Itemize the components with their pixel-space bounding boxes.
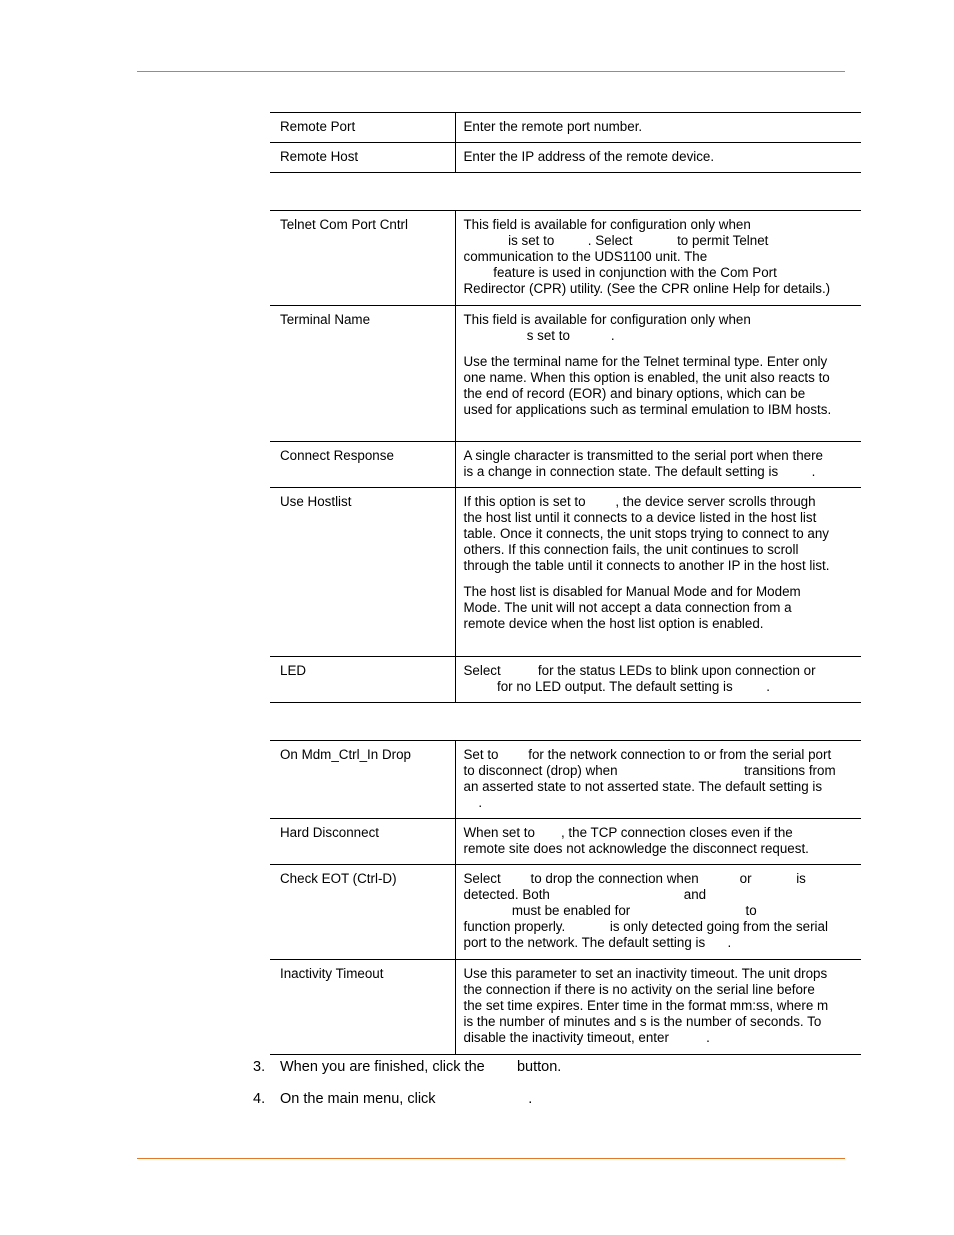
parameter-description-cell — [455, 211, 861, 306]
description-line: feature is used in conjunction with the Com Port — [463, 265, 777, 280]
parameter-name-cell — [270, 442, 455, 488]
parameter-name: On Mdm_Ctrl_In Drop — [280, 747, 411, 762]
remote-settings-table — [270, 112, 861, 173]
parameter-name: Hard Disconnect — [280, 825, 379, 840]
description-line: Mode. The unit will not accept a data connection from a — [463, 600, 792, 615]
parameter-description-cell — [455, 113, 861, 143]
description-line — [464, 344, 854, 354]
parameter-name-cell — [270, 306, 455, 442]
description-line: the connection if there is no activity on the serial line before — [463, 982, 815, 997]
description-line: is a change in connection state. The default setting is . — [463, 464, 816, 479]
description-line: table. Once it connects, the unit stops trying to connect to any — [463, 526, 829, 541]
description-line — [464, 574, 854, 584]
table-row — [270, 442, 861, 488]
parameter-name: Remote Host — [280, 149, 359, 164]
parameter-name-cell — [270, 488, 455, 657]
description-line: Enter the IP address of the remote device. — [463, 149, 715, 164]
disconnect-settings-table — [270, 740, 861, 1055]
description-line: the host list until it connects to a device listed in the host list — [463, 510, 817, 525]
parameter-name: Check EOT (Ctrl-D) — [280, 871, 397, 886]
description-line: an asserted state to not asserted state. The default setting is — [463, 779, 823, 794]
description-line: communication to the UDS1100 unit. The — [463, 249, 708, 264]
table-row — [270, 113, 861, 143]
description-line: This field is available for configuration only when — [463, 312, 751, 327]
description-line: Set to for the network connection to or from the serial port — [463, 747, 832, 762]
footer-rule — [137, 1158, 845, 1159]
description-line: function properly. is only detected going from the serial — [463, 919, 828, 934]
parameter-name-cell — [270, 143, 455, 173]
description-line: through the table until it connects to another IP in the host list. — [463, 558, 830, 573]
table-row — [270, 657, 861, 703]
parameter-name: LED — [280, 663, 307, 678]
description-line: detected. Both and — [463, 887, 707, 902]
table-row — [270, 143, 861, 173]
description-line: others. If this connection fails, the unit continues to scroll — [463, 542, 799, 557]
description-line: to disconnect (drop) when transitions from — [463, 763, 836, 778]
description-line: Use this parameter to set an inactivity timeout. The unit drops — [463, 966, 828, 981]
parameter-name: Use Hostlist — [280, 494, 352, 509]
description-line: When set to , the TCP connection closes even if the — [463, 825, 793, 840]
parameter-name-cell — [270, 865, 455, 960]
description-line: must be enabled for to — [463, 903, 757, 918]
parameter-name: Connect Response — [280, 448, 394, 463]
parameter-description-cell — [455, 442, 861, 488]
description-line: is the number of minutes and s is the number of seconds. To — [463, 1014, 822, 1029]
parameter-name-cell — [270, 741, 455, 819]
parameter-description-cell — [455, 960, 861, 1055]
parameter-name-cell — [270, 819, 455, 865]
description-line: Enter the remote port number. — [463, 119, 643, 134]
description-line: If this option is set to , the device server scrolls through — [463, 494, 816, 509]
description-line: for no LED output. The default setting is . — [463, 679, 770, 694]
description-line: Select to drop the connection when or is — [463, 871, 806, 886]
parameter-name: Telnet Com Port Cntrl — [280, 217, 408, 232]
description-line: the end of record (EOR) and binary options, which can be — [463, 386, 806, 401]
telnet-settings-table — [270, 210, 861, 703]
description-line: . — [463, 795, 483, 810]
parameter-description-cell — [455, 657, 861, 703]
parameter-description-cell — [455, 488, 861, 657]
description-line: Use the terminal name for the Telnet terminal type. Enter only — [463, 354, 828, 369]
description-line: port to the network. The default setting is . — [463, 935, 732, 950]
description-line: This field is available for configuration only when — [463, 217, 751, 232]
step-text: When you are finished, click the button. — [280, 1059, 562, 1075]
description-line: disable the inactivity timeout, enter . — [463, 1030, 710, 1045]
table-row — [270, 819, 861, 865]
table-row — [270, 865, 861, 960]
description-line: used for applications such as terminal emulation to IBM hosts. — [463, 402, 832, 417]
table-row — [270, 488, 861, 657]
header-rule — [137, 71, 845, 72]
description-line: s set to . — [463, 328, 615, 343]
table-row — [270, 960, 861, 1055]
parameter-description-cell — [455, 741, 861, 819]
table-row — [270, 211, 861, 306]
description-line: is set to . Select to permit Telnet — [463, 233, 769, 248]
description-line: Select for the status LEDs to blink upon connection or — [463, 663, 816, 678]
parameter-name-cell — [270, 211, 455, 306]
description-line: remote device when the host list option is enabled. — [463, 616, 764, 631]
description-line: remote site does not acknowledge the disconnect request. — [463, 841, 809, 856]
description-line: The host list is disabled for Manual Mode and for Modem — [463, 584, 801, 599]
parameter-name: Remote Port — [280, 119, 356, 134]
table-row — [270, 306, 861, 442]
step-number: 4. — [253, 1091, 266, 1107]
description-line: Redirector (CPR) utility. (See the CPR online Help for details.) — [463, 281, 831, 296]
parameter-name-cell — [270, 960, 455, 1055]
parameter-description-cell — [455, 819, 861, 865]
parameter-description-cell — [455, 865, 861, 960]
parameter-description-cell — [455, 143, 861, 173]
description-line: one name. When this option is enabled, the unit also reacts to — [463, 370, 830, 385]
description-line: the set time expires. Enter time in the format mm:ss, where m — [463, 998, 829, 1013]
parameter-name: Inactivity Timeout — [280, 966, 384, 981]
parameter-name-cell — [270, 657, 455, 703]
parameter-description-cell — [455, 306, 861, 442]
description-line: A single character is transmitted to the serial port when there — [463, 448, 823, 463]
step-text: On the main menu, click . — [280, 1091, 533, 1107]
step-number: 3. — [253, 1059, 266, 1075]
parameter-name-cell — [270, 113, 455, 143]
table-row — [270, 741, 861, 819]
parameter-name: Terminal Name — [280, 312, 371, 327]
